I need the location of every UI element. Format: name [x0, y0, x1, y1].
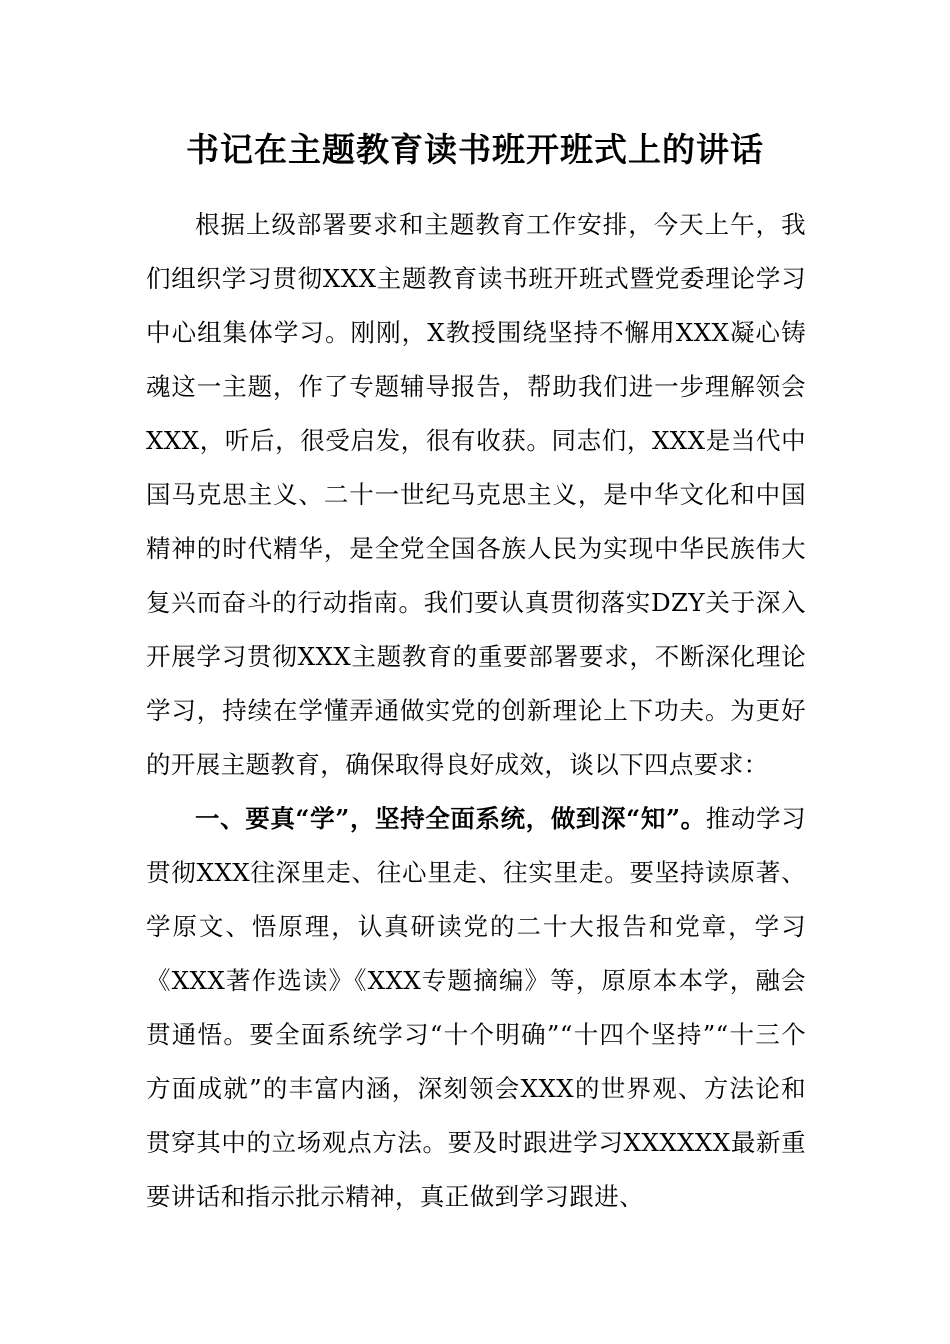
paragraph-intro-text: 根据上级部署要求和主题教育工作安排，今天上午，我们组织学习贯彻XXX主题教育读书班开班式暨党委理论学习中心组集体学习。刚刚，X教授围绕坚持不懈用XXX凝心铸魂这一主题，作了专题辅导报告，帮助我们进一步理解领会XXX，听后，很受启发，很有收获。同志们，XXX是当代中国马克思主义、二十一世纪马克思主义，是中华文化和中国精神的时代精华，是全党全国各族人民为实现中华民族伟大复兴而奋斗的行动指南。我们要认真贯彻落实DZY关于深入开展学习贯彻XXX主题教育的重要部署要求，不断深化理论学习，持续在学懂弄通做实党的创新理论上下功夫。为更好的开展主题教育，确保取得良好成效，谈以下四点要求： — [146, 210, 806, 779]
document-body — [146, 198, 806, 1224]
paragraph-section-1 — [146, 792, 806, 1224]
section-1-text: 推动学习贯彻XXX往深里走、往心里走、往实里走。要坚持读原著、学原文、悟原理，认真研读党的二十大报告和党章，学习《XXX著作选读》《XXX专题摘编》等，原原本本学，融会贯通悟。要全面系统学习“十个明确”“十四个坚持”“十三个方面成就”的丰富内涵，深刻领会XXX的世界观、方法论和贯穿其中的立场观点方法。要及时跟进学习XXXXXX最新重要讲话和指示批示精神，真正做到学习跟进、 — [146, 804, 806, 1211]
paragraph-intro — [146, 198, 806, 792]
document-title: 书记在主题教育读书班开班式上的讲话 — [186, 130, 764, 169]
section-1-heading: 一、要真“学”，坚持全面系统，做到深“知”。 — [195, 804, 706, 833]
